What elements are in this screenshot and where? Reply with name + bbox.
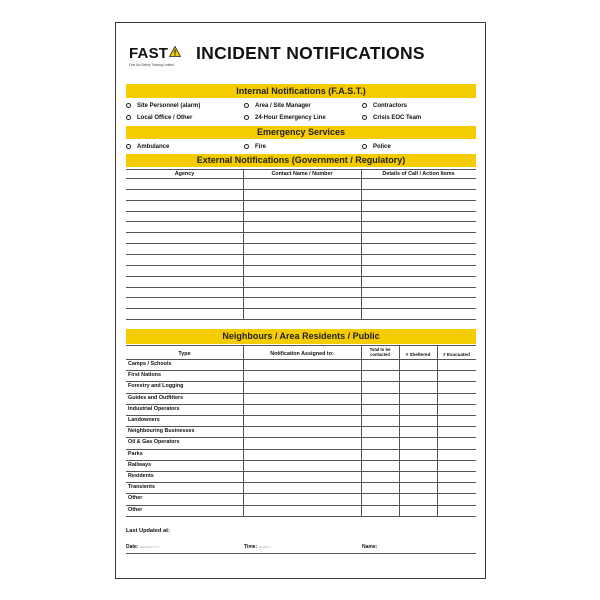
option-label: Crisis EOC Team <box>373 115 422 121</box>
table-row-label: Industrial Operators <box>128 405 180 412</box>
radio-icon[interactable] <box>244 115 249 120</box>
table-row-line <box>126 516 476 517</box>
table-row-line <box>126 265 476 266</box>
column-header-sheltered: # Sheltered <box>405 352 431 357</box>
page-title: INCIDENT NOTIFICATIONS <box>196 43 425 63</box>
table-row-label: Parks <box>128 450 143 457</box>
table-row-line <box>126 393 476 394</box>
radio-icon[interactable] <box>126 144 131 149</box>
table-row-label: First Nations <box>128 372 161 379</box>
column-header-type: Type <box>178 351 191 357</box>
table-row-line <box>126 359 476 360</box>
option-crisis-eoc-team[interactable] <box>362 114 421 122</box>
date-field[interactable] <box>126 544 159 550</box>
column-header-details: Details of Call / Action Items <box>382 171 455 177</box>
option-24-hour-line[interactable] <box>244 114 326 122</box>
table-row-label: Guides and Outfitters <box>128 394 184 401</box>
table-row-label: Oil & Gas Operators <box>128 439 180 446</box>
time-field[interactable] <box>244 544 270 550</box>
incident-notification-form <box>115 22 486 579</box>
radio-icon[interactable] <box>126 115 131 120</box>
radio-icon[interactable] <box>362 115 367 120</box>
table-column-line <box>243 345 244 516</box>
column-header-total: Total to be contacted <box>369 347 391 357</box>
table-row-line <box>126 437 476 438</box>
table-column-line <box>399 345 400 516</box>
name-field[interactable] <box>362 544 377 550</box>
footer-line <box>126 553 476 554</box>
table-row-line <box>126 426 476 427</box>
table-row-line <box>126 505 476 506</box>
table-row-line <box>126 449 476 450</box>
option-contractors[interactable] <box>362 102 407 110</box>
external-notifications-heading: External Notifications (Government / Regulatory) <box>126 154 476 167</box>
table-row-label: Forestry and Logging <box>128 383 184 390</box>
option-label: Local Office / Other <box>137 115 193 121</box>
last-updated-label: Last Updated at: <box>126 528 170 534</box>
table-row-line <box>126 381 476 382</box>
option-label: Area / Site Manager <box>255 103 311 109</box>
time-placeholder: 00:00am <box>258 545 271 549</box>
table-row-label: Landowners <box>128 417 160 423</box>
internal-notifications-heading: Internal Notifications (F.A.S.T.) <box>126 84 476 98</box>
table-column-line <box>361 169 362 319</box>
option-site-personnel[interactable] <box>126 102 200 110</box>
table-row-line <box>126 482 476 483</box>
table-row-line <box>126 254 476 255</box>
neighbours-heading: Neighbours / Area Residents / Public <box>126 329 476 344</box>
time-label: Time: <box>244 544 258 550</box>
table-row-line <box>126 211 476 212</box>
table-row-line <box>126 221 476 222</box>
table-column-line <box>243 169 244 319</box>
column-header-agency: Agency <box>174 171 195 177</box>
table-column-line <box>361 345 362 516</box>
table-row-line <box>126 308 476 309</box>
table-row-line <box>126 189 476 190</box>
option-fire[interactable] <box>244 143 266 151</box>
option-label: Contractors <box>373 103 408 109</box>
table-header-line <box>126 169 476 170</box>
date-label: Date: <box>126 544 139 550</box>
table-row-line <box>126 200 476 201</box>
option-label: Police <box>373 144 391 150</box>
fast-logo <box>129 45 181 67</box>
table-row-label: Railways <box>128 461 152 468</box>
radio-icon[interactable] <box>244 103 249 108</box>
table-row-line <box>126 404 476 405</box>
radio-icon[interactable] <box>362 103 367 108</box>
radio-icon[interactable] <box>244 144 249 149</box>
option-local-office[interactable] <box>126 114 192 122</box>
column-header-assigned: Notification Assigned to: <box>270 351 334 357</box>
logo-tagline: First Aid Safety Training Limited <box>129 63 174 67</box>
table-row-label: Neighbouring Businesses <box>128 428 195 435</box>
radio-icon[interactable] <box>126 103 131 108</box>
option-label: 24-Hour Emergency Line <box>255 115 326 121</box>
table-row-line <box>126 232 476 233</box>
table-row-line <box>126 370 476 371</box>
date-placeholder: MM/DD/YYYY <box>139 545 159 549</box>
option-police[interactable] <box>362 143 391 151</box>
table-row-line <box>126 471 476 472</box>
column-header-evacuated: # Evacuated <box>443 352 470 357</box>
warning-triangle-icon <box>169 46 181 57</box>
table-column-line <box>437 345 438 516</box>
table-row-line <box>126 276 476 277</box>
option-label: Ambulance <box>137 144 170 150</box>
table-row-label: Camps / Schools <box>128 361 172 367</box>
table-row-label: Residents <box>128 473 154 479</box>
table-row-line <box>126 243 476 244</box>
table-row-line <box>126 287 476 288</box>
table-row-line <box>126 178 476 179</box>
table-row-line <box>126 493 476 494</box>
option-label: Fire <box>255 144 267 150</box>
option-label: Site Personnel (alarm) <box>137 103 201 109</box>
table-row-label: Transients <box>128 484 155 491</box>
table-row-label: Other <box>128 495 143 502</box>
column-header-contact: Contact Name / Number <box>271 171 333 177</box>
table-row-line <box>126 319 476 320</box>
logo-text: FAST <box>129 45 169 62</box>
emergency-services-heading: Emergency Services <box>126 126 476 139</box>
table-header-line <box>126 345 476 346</box>
table-row-label: Other <box>128 506 143 513</box>
table-row-line <box>126 415 476 416</box>
option-area-site-manager[interactable] <box>244 102 311 110</box>
table-row-line <box>126 460 476 461</box>
radio-icon[interactable] <box>362 144 367 149</box>
table-row-line <box>126 297 476 298</box>
option-ambulance[interactable] <box>126 143 169 151</box>
name-label: Name: <box>362 544 378 550</box>
